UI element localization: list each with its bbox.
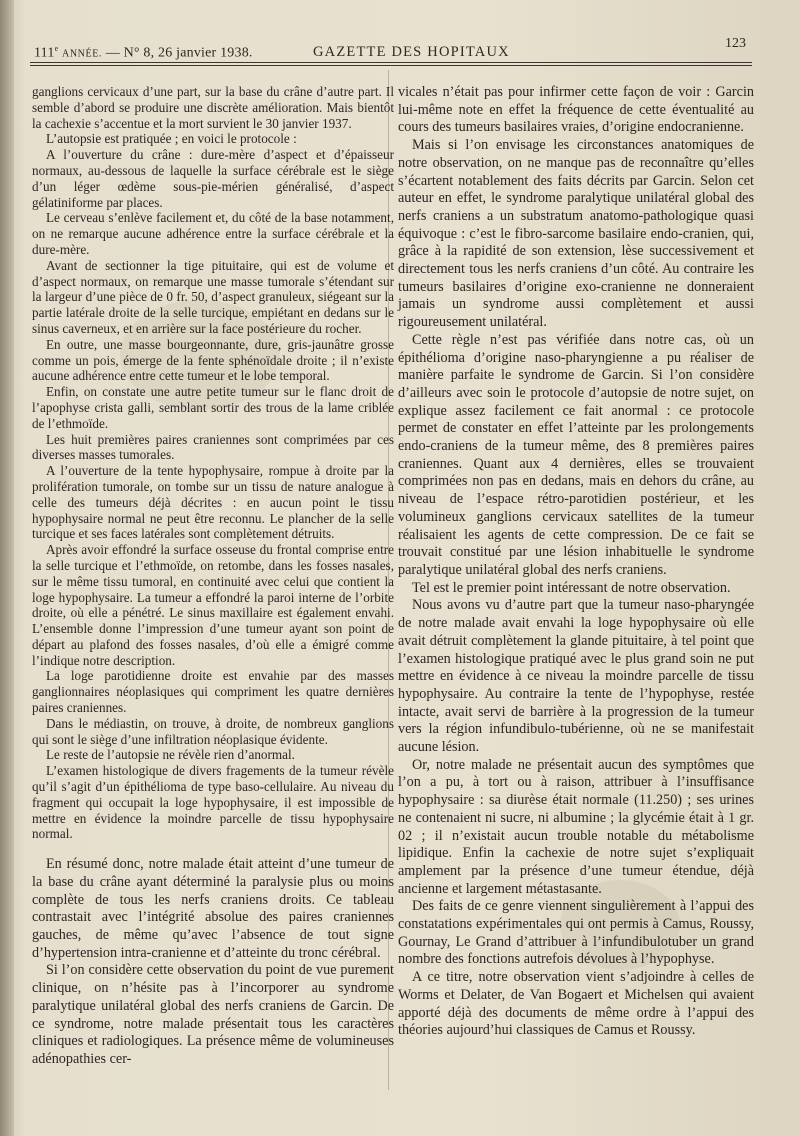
paragraph: Dans le médiastin, on trouve, à droite, de nombreux ganglions qui sont le siège d’une infiltration néoplasique évidente. bbox=[32, 715, 394, 747]
paragraph: Or, notre malade ne présentait aucun des symptômes que l’on a pu, à tort ou à raison, attribuer à l’insuffisance hypophysaire : sa diurèse était normale (11.250) ; ses urines ne contenaient ni sucre, ni albumine ; la glycémie était à 1 gr. 02 ; il n’existait aucun trouble notable du métabolisme lipidique. Enfin la cachexie de notre sujet s’expliquait amplement par la présence d’une tumeur étendue, déjà ancienne et largement métastasante. bbox=[398, 756, 754, 897]
paragraph: Si l’on considère cette observation du point de vue purement clinique, on n’hésite pas à l’incorporer au syndrome paralytique unilatéral global des nerfs craniens de Garcin. De ce syndrome, notre malade présentait tous les caractères cliniques et radiologiques. La présence même de volumineuses adénopathies cer- bbox=[32, 962, 394, 1067]
paragraph: Nous avons vu d’autre part que la tumeur naso-pharyngée de notre malade avait envahi la loge hypophysaire où elle avait détruit complètement la glande pituitaire, à tel point que l’examen histologique pratiqué avec le plus grand soin ne put mettre en évidence à ce niveau la moindre parcelle de tissu hypophysaire. Au contraire la tente de l’hypophyse, restée intacte, avait servi de barrière à la progression de la tumeur vers la région infundibulo-tubérienne, où ne se manifestait aucune lésion. bbox=[398, 597, 754, 756]
paragraph: En résumé donc, notre malade était atteint d’une tumeur de la base du crâne ayant déterminé la paralysie plus ou moins complète de tous les nerfs craniens droits. Ce tableau contrastait avec l’intégrité absolue des paires craniennes gauches, de même qu’avec l’absence de tout signe d’hypertension intra-cranienne et d’atteinte du tronc cérébral. bbox=[32, 856, 394, 961]
running-header bbox=[30, 34, 748, 60]
binding-gutter bbox=[0, 0, 14, 1136]
issue-info bbox=[34, 44, 253, 62]
paragraph: Mais si l’on envisage les circonstances anatomiques de notre observation, on ne manque pas de reconnaître qu’elles s’écartent notablement des faits décrits par Garcin. Selon cet auteur en effet, le syndrome paralytique unilatéral global des nerfs craniens a un substratum anatomo-pathologique quasi équivoque : c’est le fibro-sarcome basilaire endo-cranien, qui, grâce à la rapidité de son extension, lèse successivement et directement tous les nerfs craniens d’un côté. Au contraire les tumeurs basilaires d’origine exo-cranienne ne donneraient jamais un syndrome aussi complètement et aussi rigoureusement unilatéral. bbox=[398, 137, 754, 331]
paragraph: ganglions cervicaux d’une part, sur la base du crâne d’autre part. Il semble d’abord se produire une discrète amélioration. Mais bientôt la cachexie s’accentue et la mort survient le 30 janvier 1937. bbox=[32, 84, 394, 131]
issue-word: ANNÉE. bbox=[62, 48, 103, 60]
paragraph: Enfin, on constate une autre petite tumeur sur le flanc droit de l’apophyse crista galli, semblant sortir des trous de la lame criblée de l’ethmoïde. bbox=[32, 384, 394, 431]
paragraph: L’examen histologique de divers fragements de la tumeur révèle qu’il s’agit d’un épithélioma de type baso-cellulaire. Au niveau du fragment qui occupait la loge hypophysaire, il est impossible de mettre en évidence la moindre parcelle de tissu hypophysaire normal. bbox=[32, 763, 394, 842]
paragraph: La loge parotidienne droite est envahie par des masses ganglionnaires néoplasiques qui compriment les quatre dernières paires craniennes. bbox=[32, 668, 394, 716]
paragraph: Après avoir effondré la surface osseuse du frontal comprise entre la selle turcique et l’ethmoïde, on retombe, dans les fosses nasales, sur le même tissu tumoral, en continuité avec celui que contient la loge hypophysaire. La tumeur a effondré la paroi interne de l’orbite droite, où elle a pénétré. Le sinus maxillaire est également envahi. L’ensemble donne l’impression d’une tumeur ayant son point de départ au plafond des fosses nasales, d’où elle a émigré comme l’indique notre description. bbox=[32, 542, 394, 668]
paragraph: En outre, une masse bourgeonnante, dure, gris-jaunâtre grosse comme un pois, émerge de la fente sphénoïdale droite ; il n’existe aucune adhérence entre cette tumeur et le lobe temporal. bbox=[32, 336, 394, 384]
paragraph: A l’ouverture de la tente hypophysaire, rompue à droite par la prolifération tumorale, on tombe sur un tissu de nature analogue à celle des tumeurs déjà décrites : en aucun point le tissu hypophysaire normal ne peut être reconnu. Le plancher de la selle turcique et ses faces latérales sont complètement détruits. bbox=[32, 463, 394, 542]
header-rule bbox=[30, 62, 752, 63]
header-rule bbox=[30, 65, 752, 66]
paragraph: Les huit premières paires craniennes sont comprimées par ces diverses masses tumorales. bbox=[32, 431, 394, 463]
paragraph: Cette règle n’est pas vérifiée dans notre cas, où un épithélioma d’origine naso-pharyngienne a pu réaliser de manière parfaite le syndrome de Garcin. Si l’on considère d’ailleurs avec soin le protocole d’autopsie de notre sujet, on explique assez facilement ce fait anormal : ce protocole permet de constater en effet l’atteinte par les prolongements endo-craniens de la tumeur même, des 8 premières paires craniennes. Quant aux 4 dernières, elles se trouvaient comprimées non pas en dedans, mais en dehors du crâne, au niveau de l’espace rétro-parotidien postérieur, et les volumineux ganglions cervicaux satellites de la tumeur réalisaient les agents de cette compression. De ce fait se trouvait constitué par une lésion inhabituelle le syndrome paralytique unilatéral global des nerfs craniens. bbox=[398, 331, 754, 578]
issue-superscript: e bbox=[54, 44, 59, 53]
left-column bbox=[32, 84, 394, 1069]
paragraph: Des faits de ce genre viennent singulièrement à l’appui des constatations expérimentales qui ont permis à Camus, Roussy, Gournay, Le Grand d’attribuer à l’infundibulotuber un grand nombre des fonctions autrefois dévolues à l’hypophyse. bbox=[398, 898, 754, 968]
paragraph: A ce titre, notre observation vient s’adjoindre à celles de Worms et Delater, de Van Bogaert et Michelsen qui avaient apporté déjà des documents de même ordre à l’appui des théories aujourd’hui classiques de Camus et Roussy. bbox=[398, 969, 754, 1039]
page-number: 123 bbox=[725, 36, 746, 51]
paragraph: Tel est le premier point intéressant de notre observation. bbox=[412, 579, 731, 596]
paragraph: Le reste de l’autopsie ne révèle rien d’anormal. bbox=[46, 747, 295, 763]
summary-block bbox=[32, 856, 394, 1068]
right-column bbox=[398, 84, 754, 1040]
paragraph: Le cerveau s’enlève facilement et, du côté de la base notamment, on ne remarque aucune adhérence entre la surface cérébrale et la dure-mère. bbox=[32, 210, 394, 257]
journal-title: GAZETTE DES HOPITAUX bbox=[313, 44, 510, 60]
paragraph: A l’ouverture du crâne : dure-mère d’aspect et d’épaisseur normaux, au-dessous de laquelle la surface cérébrale est le siège d’un léger œdème sous-pie-mérien généralisé, d’aspect gélatiniforme par places. bbox=[32, 147, 394, 210]
issue-date: — N° 8, 26 janvier 1938. bbox=[105, 45, 253, 61]
paragraph: vicales n’était pas pour infirmer cette façon de voir : Garcin lui-même note en effet la fréquence de cette éventualité au cours des tumeurs basilaires vraies, d’origine endocranienne. bbox=[398, 84, 754, 136]
issue-number: 111 bbox=[34, 45, 55, 61]
paragraph: Avant de sectionner la tige pituitaire, qui est de volume et d’aspect normaux, on remarque une masse tumorale s’étendant sur la largeur d’une pièce de 0 fr. 50, d’aspect granuleux, siégeant sur la partie latérale droite de la selle turcique, empiétant en dedans sur le sinus caverneux, et en arrière sur la face postérieure du rocher. bbox=[32, 257, 394, 336]
paragraph: L’autopsie est pratiquée ; en voici le protocole : bbox=[46, 131, 297, 147]
